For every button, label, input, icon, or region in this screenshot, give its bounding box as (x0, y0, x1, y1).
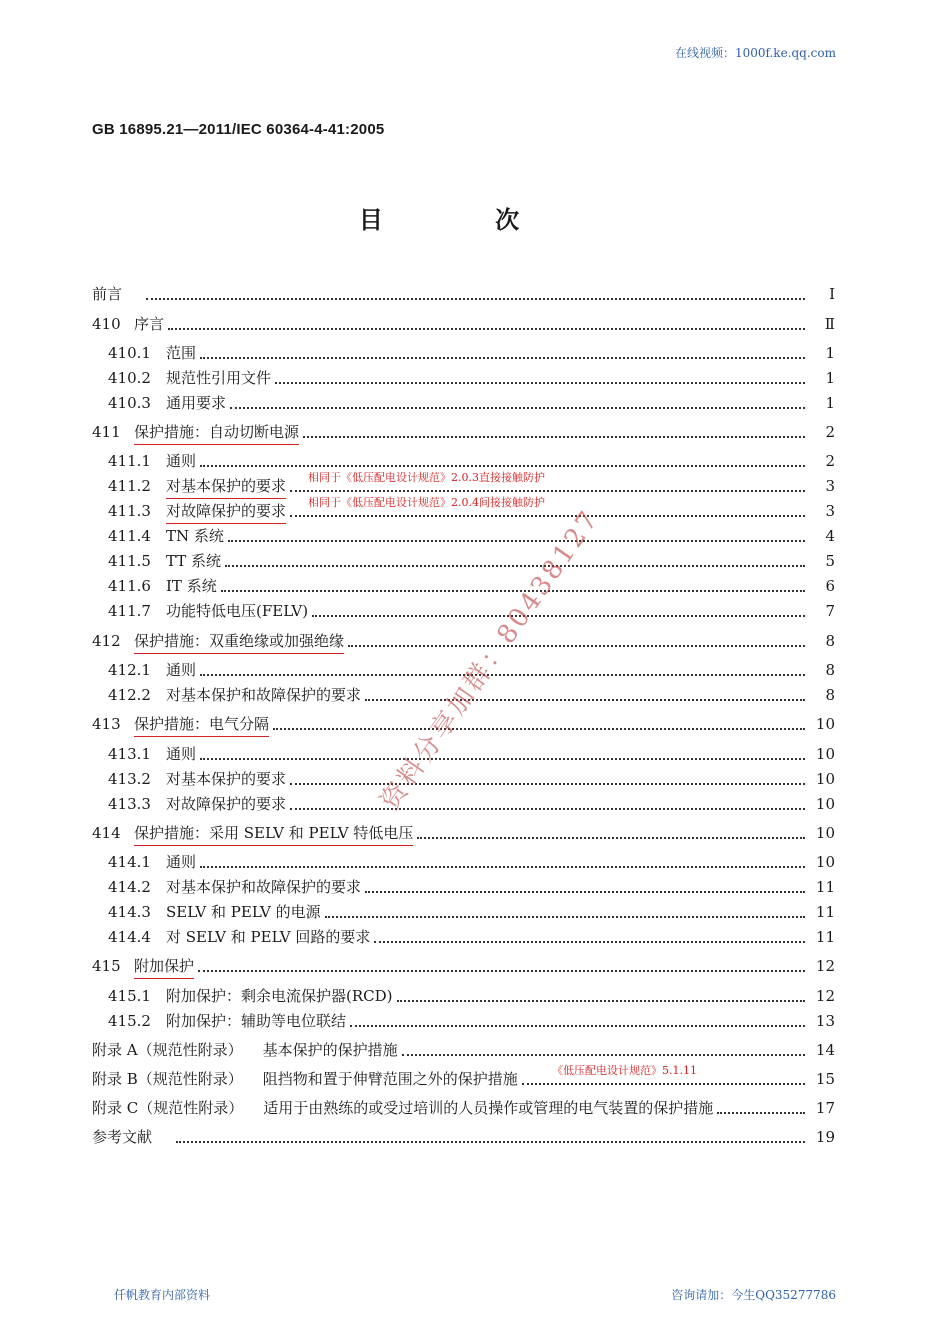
toc-entry-title: 对基本保护的要求 (166, 770, 287, 788)
toc-entry-page: 10 (815, 745, 835, 763)
toc-entry-page: 8 (825, 661, 835, 679)
toc-entry-page: 5 (825, 552, 835, 570)
toc-entry-number: 411.7 (108, 602, 151, 620)
toc-entry-title: 保护措施：电气分隔 (134, 715, 270, 733)
dot-leader (146, 286, 805, 300)
toc-entry-page: 10 (815, 853, 835, 871)
annotation-note: 相同于《低压配电设计规范》2.0.4间接接触防护 (308, 496, 545, 509)
toc-entry-title: TT 系统 (166, 552, 222, 570)
toc-entry[interactable] (92, 1123, 835, 1147)
toc-entry-title: 通则 (166, 452, 197, 470)
dot-leader (325, 904, 805, 918)
watermark: 资料分享加群：80438127 (374, 504, 606, 816)
toc-entry-page: 2 (825, 423, 835, 441)
dot-leader (176, 1129, 805, 1143)
annotation-note: 《低压配电设计规范》5.1.11 (552, 1064, 697, 1077)
toc-entry[interactable] (92, 310, 835, 334)
toc-entry-page: 10 (815, 824, 835, 842)
toc-entry-page: 1 (825, 369, 835, 387)
toc-entry[interactable] (108, 790, 835, 814)
dot-leader (365, 879, 805, 893)
toc-title: 目 次 (358, 206, 572, 234)
toc-entry[interactable] (108, 982, 835, 1006)
toc-entry-number: 413.1 (108, 745, 151, 763)
toc-entry-title: 通则 (166, 745, 197, 763)
dot-leader (402, 1042, 805, 1056)
toc-entry-title: 通则 (166, 661, 197, 679)
toc-entry-page: 10 (815, 770, 835, 788)
toc-entry-number: 414.3 (108, 903, 151, 921)
toc-entry[interactable] (108, 572, 835, 596)
toc-entry-title: TN 系统 (166, 527, 224, 545)
toc-entry-page: 1 (825, 394, 835, 412)
toc-entry-number: 410.2 (108, 369, 151, 387)
toc-entry-title: SELV 和 PELV 的电源 (166, 903, 321, 921)
toc-entry[interactable] (108, 597, 835, 621)
toc-entry-number: 414.1 (108, 853, 151, 871)
toc-entry-page: 15 (815, 1070, 835, 1088)
toc-entry[interactable] (92, 1094, 835, 1118)
toc-entry-title: 对基本保护和故障保护的要求 (166, 686, 362, 704)
toc-entry-title: 序言 (134, 315, 165, 333)
toc-entry-page: 11 (815, 878, 835, 896)
toc-entry-number: 413 (92, 715, 121, 733)
dot-leader (198, 958, 805, 972)
toc-entry-number: 415 (92, 957, 121, 975)
toc-entry-title: 对基本保护的要求 (166, 477, 287, 495)
toc-entry-number: 414 (92, 824, 121, 842)
toc-entry-title: 对基本保护和故障保护的要求 (166, 878, 362, 896)
toc-entry-title: 基本保护的保护措施 (262, 1041, 398, 1059)
toc-entry-number: 411.4 (108, 527, 151, 545)
toc-entry-title: 保护措施：双重绝缘或加强绝缘 (134, 632, 345, 650)
toc-entry-number: 413.3 (108, 795, 151, 813)
toc-entry-title: 对故障保护的要求 (166, 795, 287, 813)
dot-leader (200, 345, 805, 359)
toc-entry[interactable] (92, 1065, 835, 1089)
footer-left-text: 仟帆教育内部资料 (114, 1288, 211, 1302)
dot-leader (303, 424, 805, 438)
toc-entry-title: 功能特低电压(FELV) (166, 602, 309, 620)
toc-entry-title: 规范性引用文件 (166, 369, 272, 387)
toc-entry-number: 412.2 (108, 686, 151, 704)
toc-entry-title: 保护措施：自动切断电源 (134, 423, 300, 441)
toc-entry-page: 7 (825, 602, 835, 620)
toc-entry[interactable] (108, 848, 835, 872)
footer-right-text: 咨询请加：今生QQ35277786 (671, 1288, 836, 1302)
toc-entry[interactable] (92, 418, 835, 442)
dot-leader (417, 825, 805, 839)
dot-leader (200, 453, 805, 467)
dot-leader (290, 796, 805, 810)
toc-entry-title: 附加保护：剩余电流保护器(RCD) (166, 987, 393, 1005)
toc-entry-number: 411.5 (108, 552, 151, 570)
toc-entry-page: 8 (825, 686, 835, 704)
toc-entry-number: 413.2 (108, 770, 151, 788)
toc-entry-number: 410.3 (108, 394, 151, 412)
toc-entry-title: 阻挡物和置于伸臂范围之外的保护措施 (262, 1070, 518, 1088)
toc-entry-page: 14 (815, 1041, 835, 1059)
toc-entry-number: 411.1 (108, 452, 151, 470)
toc-entry-title: 适用于由熟练的或受过培训的人员操作或管理的电气装置的保护措施 (263, 1099, 714, 1117)
dot-leader (348, 633, 805, 647)
toc-entry-page: 12 (815, 987, 835, 1005)
toc-entry[interactable] (108, 740, 835, 764)
toc-entry-page: 1 (825, 344, 835, 362)
toc-entry[interactable] (108, 389, 835, 413)
dot-leader (717, 1100, 805, 1114)
toc-entry-page: 10 (815, 795, 835, 813)
dot-leader (168, 316, 805, 330)
toc-entry-number: 附录 C（规范性附录） (92, 1099, 244, 1117)
toc-entry-page: 11 (815, 928, 835, 946)
toc-entry[interactable] (92, 952, 835, 976)
dot-leader (290, 771, 805, 785)
toc-entry-page: 6 (825, 577, 835, 595)
toc-entry-title: 范围 (166, 344, 197, 362)
dot-leader (200, 854, 805, 868)
toc-entry-page: 3 (825, 477, 835, 495)
toc-entry-number: 410 (92, 315, 121, 333)
toc-entry[interactable] (108, 873, 835, 897)
toc-entry-number: 412 (92, 632, 121, 650)
toc-entry-page: 17 (815, 1099, 835, 1117)
toc-entry[interactable] (108, 364, 835, 388)
toc-entry-title: 通用要求 (166, 394, 227, 412)
toc-entry-page: 8 (825, 632, 835, 650)
toc-entry[interactable] (108, 447, 835, 471)
toc-entry[interactable] (92, 1036, 835, 1060)
toc-entry[interactable] (108, 547, 835, 571)
toc-entry-number: 412.1 (108, 661, 151, 679)
toc-entry-number: 415.2 (108, 1012, 151, 1030)
toc-entry-number: 411.3 (108, 502, 151, 520)
dot-leader (365, 687, 805, 701)
toc-entry[interactable] (108, 765, 835, 789)
dot-leader (228, 528, 805, 542)
toc-entry-title: 通则 (166, 853, 197, 871)
toc-entry-number: 附录 A（规范性附录） (92, 1041, 243, 1059)
toc-entry[interactable] (92, 819, 835, 843)
dot-leader (225, 553, 805, 567)
dot-leader (230, 395, 805, 409)
toc-entry[interactable] (108, 339, 835, 363)
toc-entry-number: 414.4 (108, 928, 151, 946)
dot-leader (350, 1013, 805, 1027)
toc-entry-number: 参考文献 (92, 1128, 153, 1146)
header-link[interactable]: 在线视频：1000f.ke.qq.com (674, 46, 836, 60)
dot-leader (275, 370, 805, 384)
toc-entry-page: 10 (815, 715, 835, 733)
standard-number: GB 16895.21—2011/IEC 60364-4-41:2005 (92, 121, 385, 138)
annotation-note: 相同于《低压配电设计规范》2.0.3直接接触防护 (308, 471, 545, 484)
toc-entry-page: 3 (825, 502, 835, 520)
toc-entry-title: 对故障保护的要求 (166, 502, 287, 520)
toc-entry-number: 前言 (92, 285, 123, 303)
toc-entry-page: 13 (815, 1012, 835, 1030)
dot-leader (273, 716, 805, 730)
toc-entry-number: 411.2 (108, 477, 151, 495)
toc-entry-title: IT 系统 (166, 577, 217, 595)
toc-entry-title: 附加保护：辅助等电位联结 (166, 1012, 347, 1030)
toc-entry-number: 415.1 (108, 987, 151, 1005)
toc-entry-number: 411.6 (108, 577, 151, 595)
dot-leader (374, 929, 805, 943)
toc-entry-title: 保护措施：采用 SELV 和 PELV 特低电压 (134, 824, 414, 842)
toc-entry-number: 附录 B（规范性附录） (92, 1070, 243, 1088)
dot-leader (312, 603, 805, 617)
toc-entry-page: 2 (825, 452, 835, 470)
dot-leader (200, 746, 805, 760)
toc-entry[interactable] (108, 1007, 835, 1031)
dot-leader (397, 988, 805, 1002)
toc-entry[interactable] (108, 923, 835, 947)
toc-entry[interactable] (92, 280, 835, 304)
toc-entry-page: 12 (815, 957, 835, 975)
toc-entry-number: 414.2 (108, 878, 151, 896)
toc-entry-page: Ⅱ (824, 315, 835, 333)
toc-entry-page: I (829, 285, 835, 303)
toc-entry-page: 19 (815, 1128, 835, 1146)
toc-entry-number: 411 (92, 423, 121, 441)
toc-entry[interactable] (92, 627, 835, 651)
toc-entry-number: 410.1 (108, 344, 151, 362)
toc-entry-title: 附加保护 (134, 957, 195, 975)
toc-entry[interactable] (108, 898, 835, 922)
toc-entry-title: 对 SELV 和 PELV 回路的要求 (166, 928, 371, 946)
toc-entry[interactable] (108, 522, 835, 546)
toc-entry-page: 4 (825, 527, 835, 545)
toc-entry-page: 11 (815, 903, 835, 921)
